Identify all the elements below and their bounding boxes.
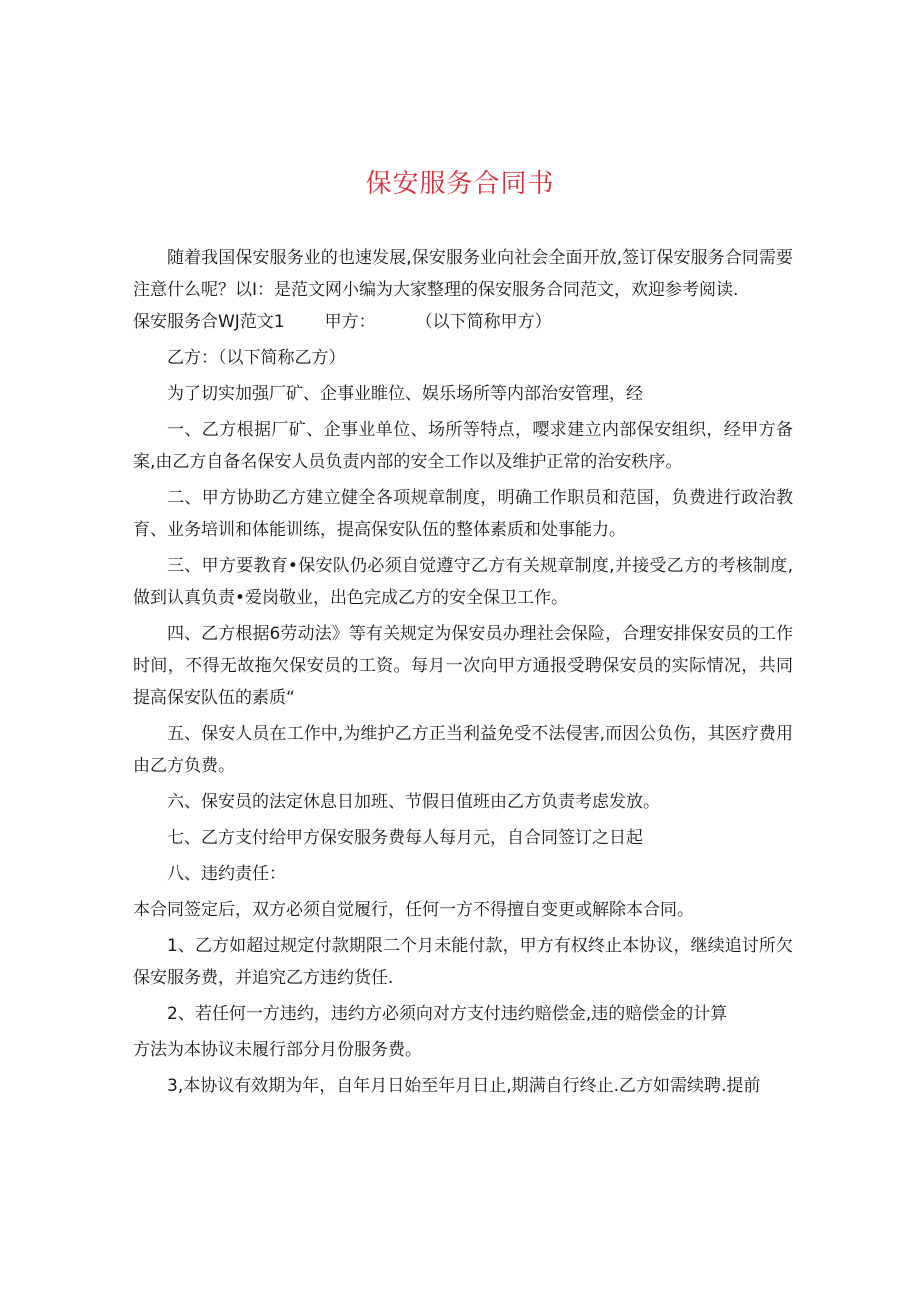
party-a-label: 甲方：: [324, 312, 376, 332]
breach-item-2-cont: 方法为本协议未履行部分月份服务费。: [133, 1040, 422, 1060]
intro-paragraph: 随着我国保安服务业的也速发展,保安服务业向社会全面开放,签订保安服务合同需要注意什么呢？以I：是范文网小编为大家整理的保安服务合同范文，欢迎参考阅读.: [133, 248, 793, 300]
party-b-line: 乙方：（以下简称乙方）: [167, 348, 346, 368]
clause-6: 六、保安员的法定休息日加班、节假日值班由乙方负责考虑发放。: [167, 792, 660, 812]
breach-item-1: 1、乙方如超过规定付款期限二个月未能付款，甲方有权终止本协议，继续追讨所欠保安服务费，并追究乙方违约货任.: [133, 936, 793, 988]
clause-5: 五、保安人员在工作中,为维护乙方正当利益免受不法侵害,而因公负伤，其医疗费用由乙方负费。: [133, 724, 793, 776]
breach-item-2: 2、若任何一方违约，违约方必须向对方支付违约赔偿金,违的赔偿金的计算: [167, 1004, 728, 1024]
heading-line: [133, 306, 793, 338]
clause-3: 三、甲方要教育•保安队仍必须自觉遵守乙方有关规章制度,并接受乙方的考核制度,做到认真负责•爱岗敬业，出色完成乙方的安全保卫工作。: [133, 556, 793, 608]
document-body: [133, 242, 793, 1106]
purpose-line: 为了切实加强厂矿、企事业睢位、娱乐场所等内部治安管理，经: [167, 384, 643, 404]
clause-1: 一、乙方根据厂矿、企事业单位、场所等特点，嘤求建立内部保安组织，经甲方备案,由乙方自备名保安人员负责内部的安全工作以及维护正常的治安秩序。: [133, 420, 793, 472]
document-title: 保安服务合同书: [365, 169, 555, 199]
clause-2: 二、甲方协助乙方建立健全各项规章制度，明确工作职员和范国，负费进行政治教育、业务培训和体能训练，提高保安队伍的整体素质和处事能力。: [133, 488, 793, 540]
clause-7: 七、乙方支付给甲方保安服务费每人每月元，自合同签订之日起: [167, 828, 643, 848]
sample-heading: 保安服务合WJ范文1: [133, 312, 285, 332]
breach-item-3: 3,本协议有效期为年，自年月日始至年月日止,期满自行终止.乙方如需续聘.提前: [167, 1076, 761, 1096]
clause-4: 四、乙方根据6劳动法》等有关规定为保安员办理社会保险，合理安排保安员的工作时间，不得无故拖欠保安员的工资。每月一次向甲方通报受聘保安员的实际情况，共同提高保安队伍的素质“: [133, 624, 793, 708]
party-a-abbrev: （以下简称甲方）: [415, 312, 552, 332]
clause-8-text: 本合同签定后，双方必须自觉履行，任何一方不得擅自变更或解除本合同。: [133, 900, 694, 920]
clause-8-heading: 八、违约责任：: [167, 864, 286, 884]
